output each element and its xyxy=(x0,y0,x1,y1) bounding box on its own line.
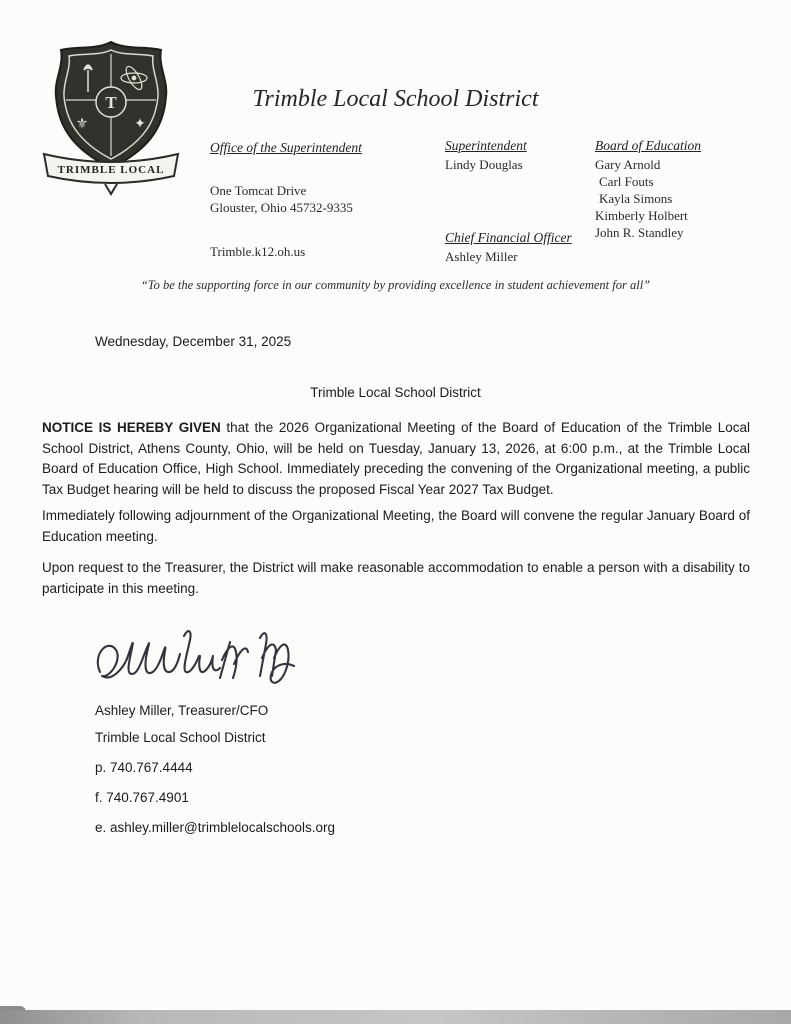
office-heading: Office of the Superintendent xyxy=(210,140,362,155)
svg-text:⚜: ⚜ xyxy=(75,117,89,132)
board-member: John R. Standley xyxy=(595,225,684,240)
district-website: Trimble.k12.oh.us xyxy=(210,244,306,259)
signature-icon xyxy=(88,612,338,707)
district-name-heading: Trimble Local School District xyxy=(252,86,539,112)
board-heading: Board of Education xyxy=(595,138,701,153)
paragraph-accommodation: Upon request to the Treasurer, the District will make reasonable accommodation to enable a person with a disability to participate in this meeting. xyxy=(42,560,750,596)
board-member: Kayla Simons xyxy=(599,191,673,206)
notice-paragraph xyxy=(42,418,750,500)
crest-letter-t: T xyxy=(105,93,117,112)
superintendent-column xyxy=(445,138,595,173)
letter-date: Wednesday, December 31, 2025 xyxy=(95,334,292,349)
crest-banner-text: TRIMBLE LOCAL xyxy=(57,164,165,176)
phone-number: p. 740.767.4444 xyxy=(95,760,193,775)
paragraph-adjournment: Immediately following adjournment of the Organizational Meeting, the Board will convene the regular January Board of Education meeting. xyxy=(42,508,750,544)
address-line-1: One Tomcat Drive xyxy=(210,183,307,198)
crest-shield-icon xyxy=(36,36,186,196)
district-crest-logo xyxy=(36,36,186,196)
letter-centered-heading: Trimble Local School District xyxy=(310,385,481,400)
cfo-column xyxy=(445,230,615,265)
signer-organization: Trimble Local School District xyxy=(95,730,266,745)
cfo-heading: Chief Financial Officer xyxy=(445,230,572,245)
board-member: Gary Arnold xyxy=(595,157,661,172)
fax-number: f. 740.767.4901 xyxy=(95,790,189,805)
notice-body-text: that the 2026 Organizational Meeting of the Board of Education of the Trimble Local School District, Athens County, Ohio, will be held on Tuesday, January 13, 2026, at 6:00 p.m., at the Trimble Local Board of Education Office, High School. Immediately preceding the convening of the Organizational meeting, a public Tax Budget hearing will be held to discuss the proposed Fiscal Year 2027 Tax Budget. xyxy=(42,420,750,497)
handwritten-signature xyxy=(88,612,338,707)
email-address: e. ashley.miller@trimblelocalschools.org xyxy=(95,820,336,835)
board-member: Carl Fouts xyxy=(599,174,654,189)
board-column xyxy=(595,138,765,241)
notice-bold-lead: NOTICE IS HEREBY GIVEN xyxy=(42,420,221,435)
signer-name-title: Ashley Miller, Treasurer/CFO xyxy=(95,703,269,718)
address-line-2: Glouster, Ohio 45732-9335 xyxy=(210,200,353,215)
crest-banner-notch xyxy=(105,184,117,194)
board-member: Kimberly Holbert xyxy=(595,208,688,223)
superintendent-name: Lindy Douglas xyxy=(445,157,523,172)
svg-text:✦: ✦ xyxy=(134,117,146,132)
superintendent-heading: Superintendent xyxy=(445,138,527,153)
scan-artifact-strip xyxy=(0,1010,791,1024)
cfo-name: Ashley Miller xyxy=(445,249,518,264)
office-column xyxy=(210,140,420,260)
district-motto: “To be the supporting force in our community by providing excellence in student achievement for all” xyxy=(140,278,651,292)
